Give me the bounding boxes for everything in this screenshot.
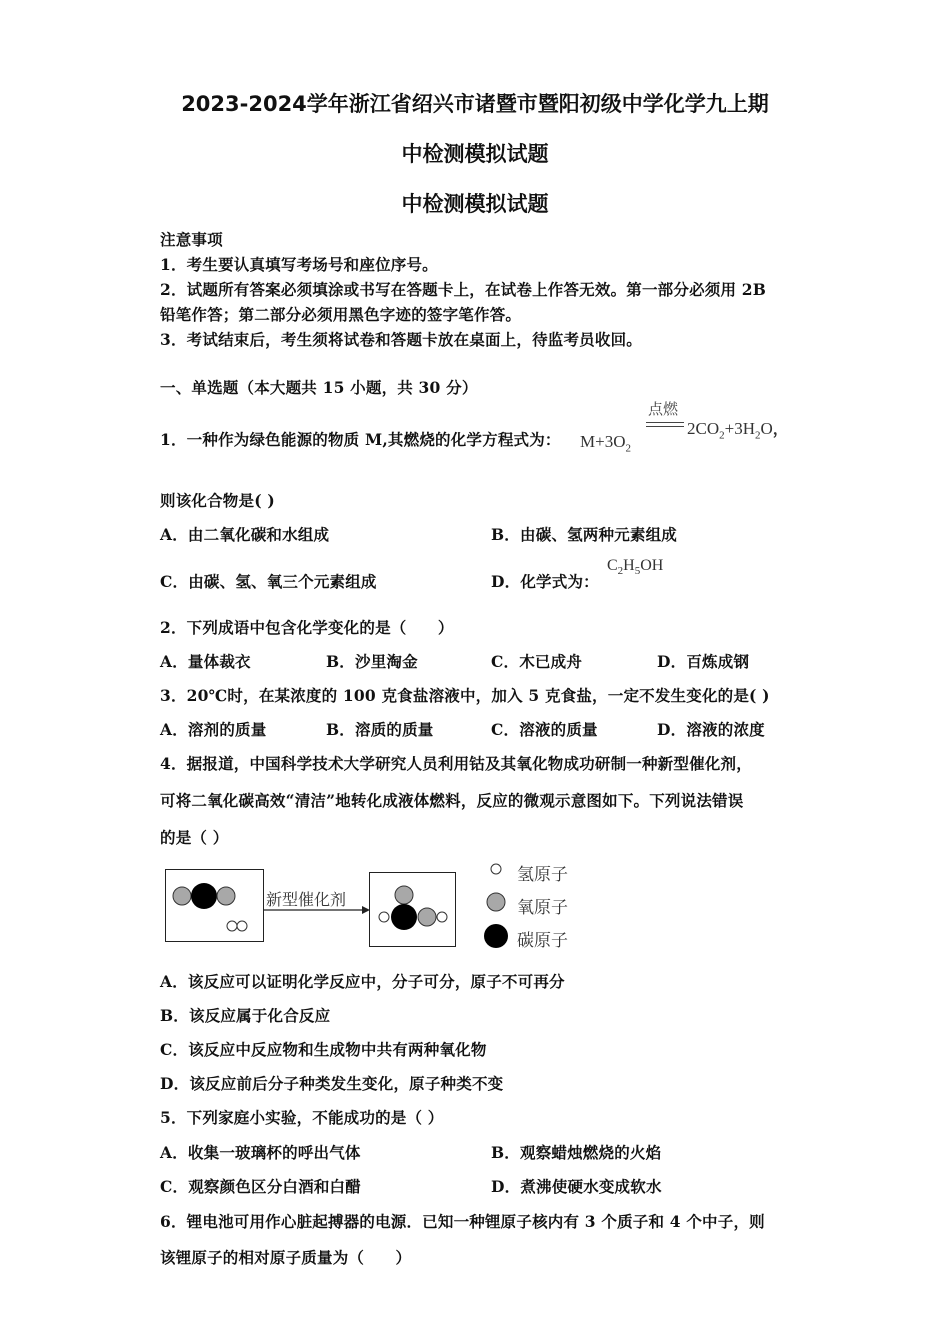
catalyst-label: 新型催化剂: [266, 890, 347, 909]
carbon-legend-icon: [484, 924, 508, 948]
legend-oxygen: 氧原子: [517, 898, 568, 918]
q1-option-c: C．由碳、氢、氧三个元素组成: [160, 572, 377, 591]
q5-option-c: C．观察颜色区分白酒和白醋: [160, 1177, 361, 1196]
notice-heading: 注意事项: [160, 230, 223, 249]
q4-option-d: D．该反应前后分子种类发生变化，原子种类不变: [160, 1074, 504, 1093]
notice-item-2: 2．试题所有答案必须填涂或书写在答题卡上，在试卷上作答无效。第一部分必须用 2B: [160, 280, 767, 299]
product-box: [369, 872, 456, 947]
q1-stem-2: 则该化合物是( ): [160, 491, 275, 510]
hydrogen-atom-icon: [379, 912, 389, 922]
q1-products: $2CO_2+3H_2O$，: [687, 419, 789, 442]
hydrogen-legend-icon: [491, 864, 501, 874]
q2-option-d: D．百炼成钢: [657, 652, 750, 671]
oxygen-atom-icon: [217, 887, 235, 905]
q1-stem: 1．一种作为绿色能源的物质 M,其燃烧的化学方程式为：: [160, 430, 561, 449]
reaction-arrow-icon: [262, 904, 372, 916]
q1-condition: 点燃: [648, 400, 679, 418]
q6-stem-2: 该锂原子的相对原子质量为（ ）: [160, 1248, 412, 1267]
oxygen-atom-icon: [395, 886, 413, 904]
legend-icons: [484, 860, 508, 950]
q2-option-c: C．木已成舟: [491, 652, 583, 671]
notice-item-1: 1．考生要认真填写考场号和座位序号。: [160, 255, 438, 274]
q2-option-b: B．沙里淘金: [326, 652, 418, 671]
q5-option-d: D．煮沸使硬水变成软水: [491, 1177, 662, 1196]
q2-option-a: A．量体裁衣: [160, 652, 251, 671]
notice-item-3: 3．考试结束后，考生须将试卷和答题卡放在桌面上，待监考员收回。: [160, 330, 642, 349]
q4-stem-1: 4．据报道，中国科学技术大学研究人员利用钴及其氧化物成功研制一种新型催化剂，: [160, 754, 752, 773]
title-line-1: 2023-2024学年浙江省绍兴市诸暨市暨阳初级中学化学九上期: [181, 92, 769, 116]
q6-stem-1: 6．锂电池可用作心脏起搏器的电源．已知一种锂原子核内有 3 个质子和 4 个中子，则: [160, 1212, 765, 1231]
q5-stem: 5．下列家庭小实验，不能成功的是（ ）: [160, 1108, 444, 1127]
q3-option-b: B．溶质的质量: [326, 720, 434, 739]
q1-option-a: A．由二氧化碳和水组成: [160, 525, 330, 544]
notice-item-2-cont: 铅笔作答；第二部分必须用黑色字迹的签字笔作答。: [160, 305, 522, 324]
q3-option-c: C．溶液的质量: [491, 720, 598, 739]
legend-carbon: 碳原子: [517, 931, 568, 951]
q1-equals-bar-top: [646, 422, 684, 423]
q4-option-b: B．该反应属于化合反应: [160, 1006, 331, 1025]
q3-option-d: D．溶液的浓度: [657, 720, 765, 739]
q5-option-b: B．观察蜡烛燃烧的火焰: [491, 1143, 662, 1162]
q1-option-b: B．由碳、氢两种元素组成: [491, 525, 678, 544]
q5-option-a: A．收集一玻璃杯的呼出气体: [160, 1143, 361, 1162]
reactant-molecules: [166, 870, 263, 941]
q1-reactants: $M+3O_2$: [580, 432, 631, 455]
oxygen-atom-icon: [418, 908, 436, 926]
section-heading: 一、单选题（本大题共 15 小题，共 30 分）: [160, 378, 478, 397]
oxygen-atom-icon: [173, 887, 191, 905]
q1-option-d: D．化学式为：: [491, 572, 599, 591]
product-molecule: [370, 873, 455, 946]
q3-stem: 3．20℃时，在某浓度的 100 克食盐溶液中，加入 5 克食盐，一定不发生变化的是( ): [160, 686, 770, 705]
q4-option-c: C．该反应中反应物和生成物中共有两种氧化物: [160, 1040, 487, 1059]
q4-stem-2: 可将二氧化碳高效“清洁”地转化成液体燃料，反应的微观示意图如下。下列说法错误: [160, 791, 744, 810]
q4-option-a: A．该反应可以证明化学反应中，分子可分，原子不可再分: [160, 972, 565, 991]
carbon-atom-icon: [391, 904, 417, 930]
q1-equals-bar-bottom: [646, 426, 684, 427]
hydrogen-atom-icon: [237, 921, 247, 931]
q2-stem: 2．下列成语中包含化学变化的是（ ）: [160, 618, 454, 637]
reactant-box: [165, 869, 264, 942]
q3-option-a: A．溶剂的质量: [160, 720, 267, 739]
hydrogen-atom-icon: [227, 921, 237, 931]
title-line-3: 中检测模拟试题: [401, 192, 549, 216]
hydrogen-atom-icon: [437, 912, 447, 922]
oxygen-legend-icon: [487, 893, 505, 911]
q4-stem-3: 的是（ ）: [160, 828, 229, 847]
legend-hydrogen: 氢原子: [517, 865, 568, 885]
carbon-atom-icon: [191, 883, 217, 909]
title-line-2: 中检测模拟试题: [401, 142, 549, 166]
q1-option-d-formula: $C_2H_5OH$: [607, 557, 664, 578]
